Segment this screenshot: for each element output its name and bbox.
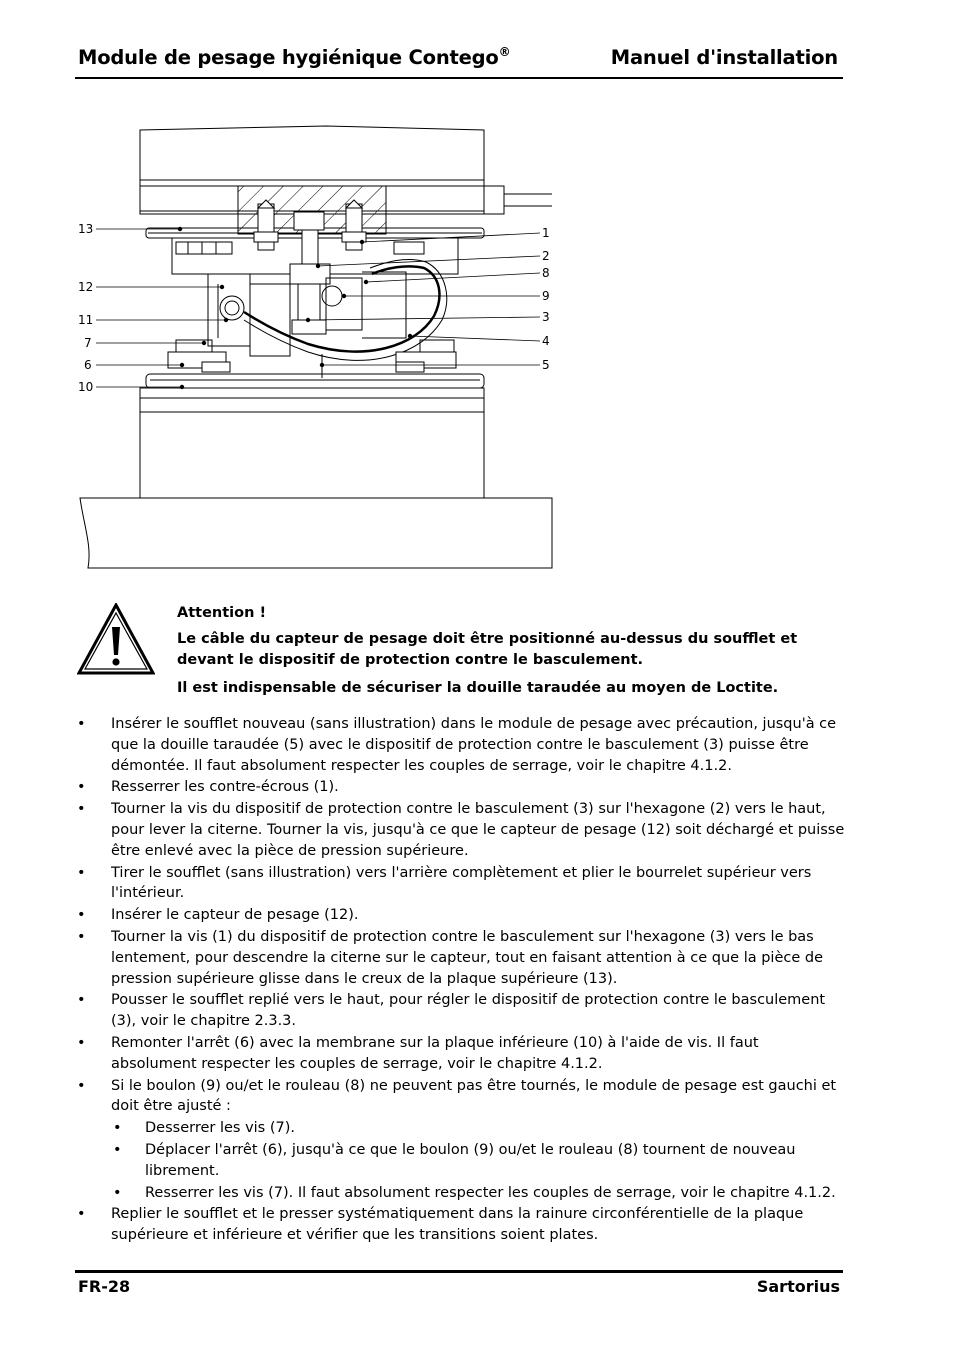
list-item: • Replier le soufflet et le presser systématiquement dans la rainure circonférentielle de la plaque supérieure et inférieure et vérifier que les transitions soient plates.	[77, 1206, 804, 1244]
callout-4: 4	[542, 334, 550, 348]
attention-line-cable: Le câble du capteur de pesage doit être positionné au-dessus du soufflet et devant le dispositif de protection contre le basculement.	[177, 631, 798, 668]
bullet: •	[113, 1141, 122, 1158]
bullet: •	[77, 907, 86, 924]
registered-mark: ®	[498, 45, 511, 59]
bullet: •	[77, 1034, 86, 1051]
page-number: FR-28	[78, 1277, 131, 1296]
bullet: •	[77, 1206, 86, 1223]
document-type: Manuel d'installation	[610, 46, 838, 69]
document-title: Module de pesage hygiénique Contego®	[78, 45, 511, 69]
list-item: • Insérer le capteur de pesage (12).	[77, 905, 847, 926]
callout-12: 12	[78, 280, 94, 294]
attention-block	[177, 603, 842, 706]
callout-10: 10	[78, 380, 94, 394]
bullet: •	[77, 864, 86, 881]
bullet: •	[77, 928, 86, 945]
bullet: •	[77, 716, 86, 732]
list-item: • Si le boulon (9) ou/et le rouleau (8) ne peuvent pas être tournés, le module de pesage est gauchi et doit être ajusté :	[77, 1077, 837, 1115]
list-item: • Resserrer les contre-écrous (1).	[77, 777, 847, 798]
attention-title: Attention !	[177, 605, 267, 621]
callout-2: 2	[542, 249, 550, 263]
list-item: • Remonter l'arrêt (6) avec la membrane sur la plaque inférieure (10) à l'aide de vis. Il faut absolument respecter les couples de serrage, voir le chapitre 4.1.2.	[77, 1034, 759, 1072]
sub-list-item: • Desserrer les vis (7).	[77, 1118, 847, 1139]
weigh-module-drawing	[76, 116, 556, 571]
page-header	[77, 46, 840, 76]
callout-8: 8	[542, 266, 550, 280]
footer-rule	[75, 1270, 843, 1273]
attention-line-loctite: Il est indispensable de sécuriser la douille taraudée au moyen de Loctite.	[177, 680, 779, 696]
instruction-list	[77, 714, 847, 1247]
list-item: • Tourner la vis du dispositif de protection contre le basculement (3) sur l'hexagone (2) vers le haut, pour lever la citerne. Tourner la vis, jusqu'à ce que le capteur de pesage (12) soit déchargé et puisse être enlevé avec la pièce de pression supérieure.	[77, 801, 845, 859]
list-item: • Pousser le soufflet replié vers le haut, pour régler le dispositif de protection contre le basculement (3), voir le chapitre 2.3.3.	[77, 992, 826, 1030]
bullet: •	[77, 801, 86, 818]
list-item: • Tirer le soufflet (sans illustration) vers l'arrière complètement et plier le bourrelet supérieur vers l'intérieur.	[77, 864, 812, 902]
sub-list-item: • Déplacer l'arrêt (6), jusqu'à ce que le boulon (9) ou/et le rouleau (8) tournent de nouveau librement.	[113, 1141, 796, 1179]
callout-5: 5	[542, 358, 550, 372]
warning-triangle-icon	[77, 603, 155, 675]
bullet: •	[77, 992, 86, 1009]
callout-1: 1	[542, 226, 550, 240]
sub-list-item: • Resserrer les vis (7). Il faut absolument respecter les couples de serrage, voir le chapitre 4.1.2.	[77, 1183, 847, 1204]
callout-11: 11	[78, 313, 94, 327]
bullet: •	[113, 1120, 122, 1137]
callout-9: 9	[542, 289, 550, 303]
list-item: • Tourner la vis (1) du dispositif de protection contre le basculement sur l'hexagone (3) vers le bas lentement, pour descendre la citerne sur le capteur, tout en faisant attention à ce que la pièce de pression supérieure glisse dans le creux de la plaque supérieure (13).	[77, 928, 824, 987]
bullet: •	[77, 1077, 86, 1094]
bullet: •	[77, 779, 86, 796]
callout-13: 13	[78, 222, 94, 236]
header-rule	[75, 77, 843, 79]
callout-3: 3	[542, 310, 550, 324]
brand-name: Sartorius	[756, 1277, 840, 1296]
callout-6: 6	[84, 358, 92, 372]
bullet: •	[113, 1184, 122, 1201]
callout-7: 7	[84, 336, 92, 350]
list-item: • Insérer le soufflet nouveau (sans illustration) dans le module de pesage avec précaution, jusqu'à ce que la douille taraudée (5) avec le dispositif de protection contre le basculement (3) puisse être démontée. Il faut absolument respecter les couples de serrage, voir le chapitre 4.1.2.	[77, 716, 837, 774]
